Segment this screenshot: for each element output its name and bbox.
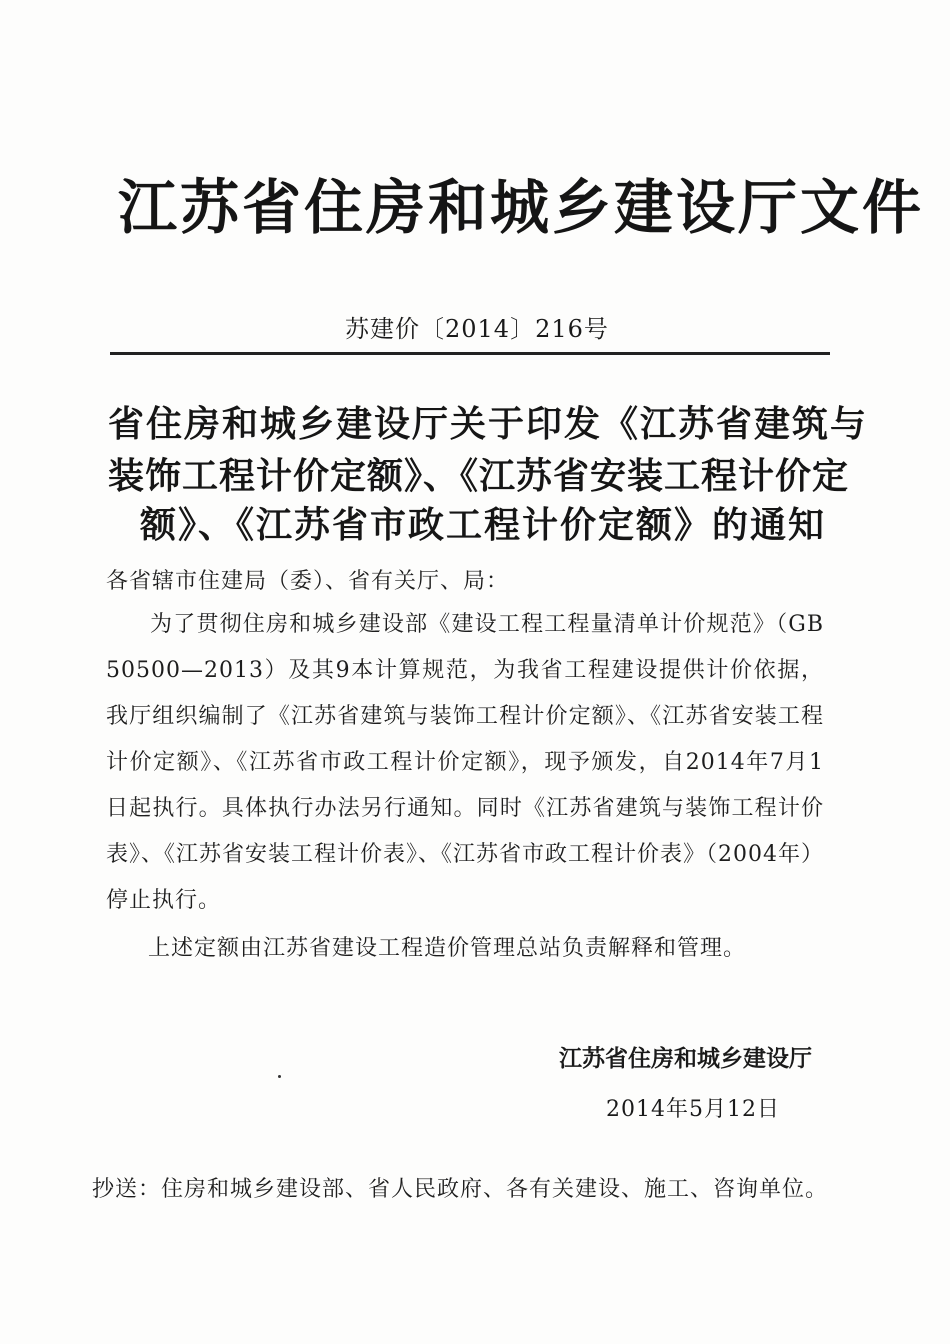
header-divider (110, 352, 830, 355)
notice-title-line-3: 额》、《江苏省市政工程计价定额》的通知 (140, 505, 827, 546)
issuer-signature: 江苏省住房和城乡建设厅 (559, 1046, 812, 1072)
body-paragraph-2: 上述定额由江苏省建设工程造价管理总站负责解释和管理。 (148, 936, 747, 961)
issue-date: 2014年5月12日 (606, 1097, 780, 1122)
notice-title-line-1: 省住房和城乡建设厅关于印发《江苏省建筑与 (108, 404, 869, 445)
cc-line: 抄送：住房和城乡建设部、省人民政府、各有关建设、施工、咨询单位。 (92, 1177, 829, 1202)
body-paragraph-1: 为了贯彻住房和城乡建设部《建设工程工程量清单计价规范》（GB 50500—2013）及其9本计算规范，为我省工程建设提供计价依据，我厅组织编制了《江苏省建筑与装饰工程计价定额》、《江苏省安装工程计价定额》、《江苏省市政工程计价定额》，现予颁发，自2014年7月1日起执行。具体执行办法另行通知。同时《江苏省建筑与装饰工程计价表》、《江苏省安装工程计价表》、《江苏省市政工程计价表》（2004年）停止执行。 (106, 612, 824, 913)
document-number: 苏建价〔2014〕216号 (345, 315, 609, 343)
salutation: 各省辖市住建局（委）、省有关厅、局： (106, 569, 510, 594)
document-header-title: 江苏省住房和城乡建设厅文件 (118, 173, 925, 242)
notice-title-line-2: 装饰工程计价定额》、《江苏省安装工程计价定 (108, 456, 850, 497)
scan-speck (278, 1075, 281, 1078)
